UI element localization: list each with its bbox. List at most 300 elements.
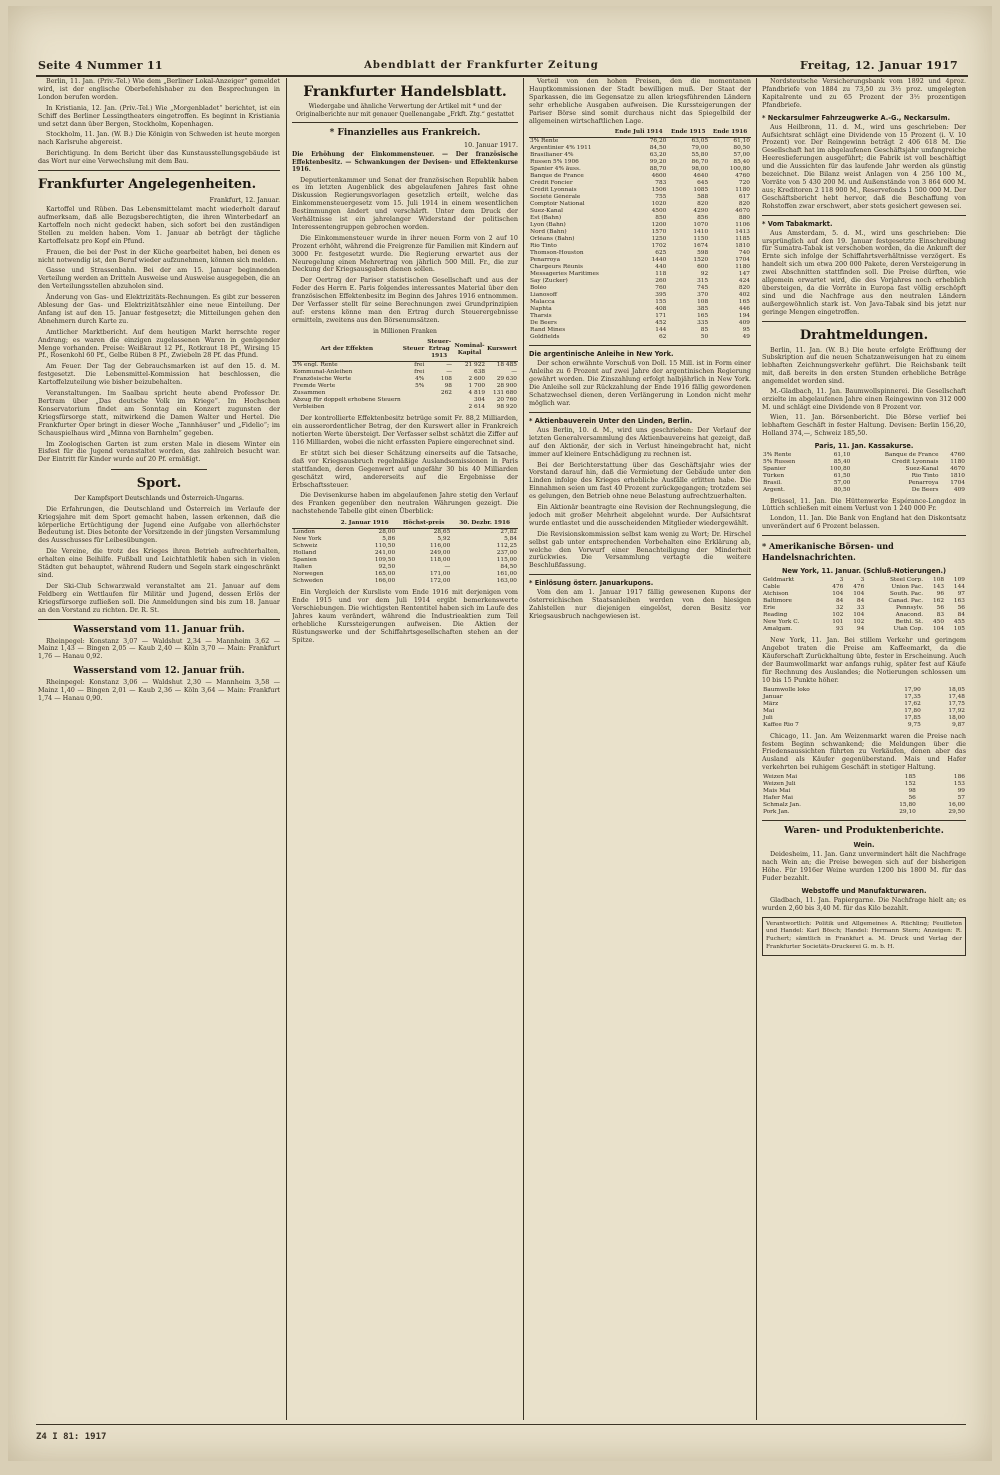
table-cell: Penarroya xyxy=(530,257,561,264)
table-cell: 80,50 xyxy=(733,145,750,152)
table-cell: 98 xyxy=(908,788,916,795)
table-cell: 1070 xyxy=(693,222,709,229)
table-cell: — xyxy=(446,362,452,369)
table-cell: Baltimore xyxy=(763,598,792,605)
table-row xyxy=(529,229,751,236)
table-cell: 147 xyxy=(738,271,750,278)
table-cell: 820 xyxy=(738,285,750,292)
table-cell: Schweiz xyxy=(293,543,318,550)
table-row xyxy=(529,299,751,306)
table-cell: 92,50 xyxy=(378,564,396,571)
table-cell: 745 xyxy=(697,285,709,292)
table-cell: 17,85 xyxy=(904,714,921,721)
table-cell: Holland xyxy=(293,550,317,557)
table-cell: 110,50 xyxy=(374,543,396,550)
table-cell: 1150 xyxy=(693,236,709,243)
table-cell: 55,80 xyxy=(691,152,709,159)
table-cell: 56 xyxy=(957,605,965,612)
table-cell: 1440 xyxy=(651,257,667,264)
table-row xyxy=(292,404,518,411)
table-cell: 5% Russen xyxy=(763,458,796,465)
table-cell: Chargeurs Réunis xyxy=(530,264,583,271)
table-header: 30. Dezbr. 1916 xyxy=(451,519,518,529)
table-cell: London xyxy=(293,529,316,536)
wine-report: Deidesheim, 11. Jan. Ganz unvermindert hält die Nachfrage nach Wein an; die Preise bewegen sich auf der bisherigen Höhe. Für 1916er Weine wurden 1200 bis 1800 M. für das Fuder bezahlt. xyxy=(762,850,966,882)
table-cell: 1413 xyxy=(735,229,750,236)
table-cell: 104 xyxy=(932,626,945,633)
new-york-prices-table xyxy=(762,577,966,633)
table-cell: 17,48 xyxy=(948,693,965,700)
table-cell: 161,00 xyxy=(496,571,517,578)
paris-prices-table xyxy=(762,452,966,494)
table-cell: Goldfields xyxy=(530,334,560,341)
table-cell: Orléans (Bahn) xyxy=(530,236,575,243)
table-row xyxy=(762,577,966,584)
table-cell: 57,00 xyxy=(733,152,750,159)
masthead-center: Abendblatt der Frankfurter Zeitung xyxy=(364,59,599,71)
table-cell: 50 xyxy=(700,334,709,341)
table-cell xyxy=(402,397,426,404)
table-cell: Crédit Lyonnais xyxy=(891,458,939,465)
table-cell: 820 xyxy=(738,201,750,208)
table-cell: Norwegen xyxy=(293,571,324,578)
table-cell: 172,00 xyxy=(429,578,451,585)
table-cell: 163,00 xyxy=(496,578,517,585)
table-header: Kurswert xyxy=(486,338,518,362)
table-cell: 194 xyxy=(738,313,750,320)
table-cell: De Beers xyxy=(911,486,939,493)
table-cell: 27,82 xyxy=(500,529,517,536)
table-cell: 1506 xyxy=(651,187,667,194)
table-cell: 1704 xyxy=(950,479,965,486)
argentine-loan-title: Die argentinische Anleihe in New York. xyxy=(529,350,674,359)
table-cell: — xyxy=(511,369,517,376)
table-row xyxy=(529,187,751,194)
table-header: Art der Effekten xyxy=(292,338,402,362)
table-cell: 2 600 xyxy=(468,376,486,383)
cotton-prices-table xyxy=(762,687,966,729)
table-cell: 600 xyxy=(697,264,709,271)
table-cell: 1520 xyxy=(693,257,709,264)
table-row xyxy=(529,250,751,257)
table-cell: Juli xyxy=(763,714,773,721)
building-society-text: Aus Berlin, 10. d. M., wird uns geschrieben: Der Verlauf der letzten Generalversammlung des Aktienbauvereins hat gezeigt, daß auf den Aktionär, der sich in Verlust hineingebracht hat, nicht immer auf kleinere Entschädigung zu rechnen ist. xyxy=(529,425,751,458)
table-cell: 645 xyxy=(697,180,709,187)
table-row xyxy=(762,781,966,788)
table-cell: 18 485 xyxy=(496,362,517,369)
table-cell: 28 900 xyxy=(496,383,517,390)
table-cell: 850 xyxy=(655,215,667,222)
table-cell: 409 xyxy=(953,486,965,493)
section-divider xyxy=(762,535,966,536)
table-cell: Erie xyxy=(763,605,776,612)
local-news-item: Am Feuer. Der Tag der Gebrauchsmarken ist auf den 15. d. M. festgesetzt. Die Lebensmittel-Kommission hat beschlossen, die Kartoffelzuteilung wie bisher beizubehalten. xyxy=(38,362,280,387)
table-cell: Russen 5% 1906 xyxy=(530,159,579,166)
table-header: Ende 1916 xyxy=(709,128,751,138)
table-cell: South. Pac. xyxy=(889,591,924,598)
table-cell: 335 xyxy=(697,320,709,327)
table-cell: Banque de France xyxy=(884,451,939,458)
table-header: Nominal-Kapital xyxy=(453,338,486,362)
table-cell: 720 xyxy=(738,180,750,187)
article-title: * Finanzielles aus Frankreich. xyxy=(329,128,481,138)
local-news-item: Amtlicher Marktbericht. Auf dem heutigen Markt herrschte reger Andrang; es waren die einzigen zugelassenen Waren in genügender Menge vorhanden. Preise: Weißkraut 12 Pf., Rotkraut 18 Pf., Wirsing 15 Pf., Rosenkohl 60 Pf., Gelbe Rüben 8 Pf., Zwiebeln 28 Pf. das Pfund. xyxy=(38,327,280,360)
table-cell: 260 xyxy=(655,278,667,285)
commerce-section-title: Frankfurter Handelsblatt. xyxy=(303,84,507,100)
table-cell: 15,80 xyxy=(899,802,916,809)
table-row xyxy=(762,708,966,715)
table-cell: 57 xyxy=(957,795,965,802)
table-cell: 116,00 xyxy=(429,543,451,550)
table-cell: 61,10 xyxy=(733,138,750,145)
table-cell: 1674 xyxy=(693,243,709,250)
table-cell: 118,00 xyxy=(429,557,451,564)
table-cell: Weizen Mai xyxy=(763,774,798,781)
coupon-text: Vom den am 1. Januar 1917 fällig gewesenen Kupons der österreichischen Staatsanleihen werden von den hiesigen Zahlstellen nur diejenigen eingelöst, deren Besitz vor Kriegsausbruch nachgewiesen ist. xyxy=(529,588,751,620)
table-row xyxy=(762,715,966,722)
table-cell: Italien xyxy=(293,564,312,571)
table-cell: Say (Zucker) xyxy=(530,278,568,285)
table-cell: 5,92 xyxy=(437,536,451,543)
table-cell: Pork Jan. xyxy=(763,809,790,816)
water-level-values-1: Rheinpegel: Konstanz 3,07 — Waldshut 2,34 — Mannheim 3,62 — Mainz 1,43 — Bingen 2,05 — Kaub 2,40 — Köln 3,70 — Main: Frankfurt 1,76 — Hanau 0,92. xyxy=(38,636,280,661)
table-cell: 85,40 xyxy=(833,458,851,465)
table-cell: 3% Rente xyxy=(763,451,792,458)
table-row xyxy=(292,376,518,383)
table-cell: 88,70 xyxy=(649,166,667,173)
table-cell: 880 xyxy=(738,215,750,222)
water-level-title-1: Wasserstand vom 11. Januar früh. xyxy=(73,624,245,635)
table-cell: 98 920 xyxy=(496,404,517,411)
building-society-title: * Aktienbauverein Unter den Linden, Berlin. xyxy=(529,416,693,425)
table-row xyxy=(529,208,751,215)
table-row xyxy=(762,480,966,487)
table-cell: Brasil. xyxy=(763,479,783,486)
table-cell: 104 xyxy=(853,612,865,619)
table-cell: 56 xyxy=(936,605,945,612)
table-cell: 97 xyxy=(957,591,965,598)
table-cell: 62 xyxy=(658,334,667,341)
table-cell: 455 xyxy=(953,619,965,626)
article-paragraph: Verteil von den hohen Preisen, den die momentanen Hauptkommissionen der Stadt bewilligen muß. Der Staat der Sparkassen, die im Gegensatze zu allen kriegsführenden Ländern sehr erhebliche Ausgaben aufweisen. Die Kurssteigerungen der Pariser Börse sind somit durchaus nicht das Spiegelbild der allgemeinen wirtschaftlichen Lage. xyxy=(529,78,751,125)
table-cell: 112,25 xyxy=(496,543,517,550)
table-row xyxy=(762,795,966,802)
local-news-item: Kartoffel und Rüben. Das Lebensmittelamt macht wiederholt darauf aufmerksam, daß alle Bezugsberechtigten, die ihren Winterbedarf an Kartoffeln noch nicht gedeckt haben, sich sofort bei den zuständigen Stellen zu melden haben. Vom 1. Januar ab beträgt der tägliche Kartoffelsatz pro Kopf ein Pfund. xyxy=(38,205,280,245)
table-cell: 84,50 xyxy=(500,564,517,571)
table-row xyxy=(529,278,751,285)
article-paragraph: Ein Vergleich der Kursliste vom Ende 1916 mit derjenigen vom Ende 1915 und vor dem Juli 1914 ergibt bemerkenswerte Verschiebungen. Die wichtigsten Rententitel haben sich im Laufe des Jahres kaum verändert, während die Industrieaktien zum Teil erhebliche Kurssteigerungen aufweisen. Die Aktien der Rüstungswerke und der Schiffahrtsgesellschaften stehen an der Spitze. xyxy=(292,588,518,644)
table-cell: 79,00 xyxy=(691,145,709,152)
sport-item: Der Ski-Club Schwarzwald veranstaltet am 21. Januar auf dem Feldberg ein Wettlaufen für Militär und Jugend, dessen Erlös der Kriegsfürsorge zufließen soll. Die Anmeldungen sind bis zum 18. Januar an den Vorstand zu richten. Dr. R. St. xyxy=(38,581,280,614)
local-news-item: Änderung von Gas- und Elektrizitäts-Rechnungen. Es gibt zur besseren Ablesung der Gas- und Elektrizitätszähler eine neue Einteilung. Der Anfang ist auf den 15. Januar festgesetzt; die Mitteilungen gehen den Abnehmern durch Karte zu. xyxy=(38,293,280,325)
local-news-item: Frauen, die bei der Post in der Küche gearbeitet haben, bei denen es nicht notwendig ist, den Beruf wieder aufzunehmen, können sich melden. xyxy=(38,247,280,264)
table-cell: 165,00 xyxy=(374,571,396,578)
table-cell: Schweden xyxy=(293,578,324,585)
table-cell: 18,00 xyxy=(948,714,965,721)
table-cell: 395 xyxy=(655,292,667,299)
table-cell: 249,00 xyxy=(429,550,451,557)
article-paragraph: Der Oertrag der Pariser statistischen Gesellschaft und aus der Feder des Herrn E. Paris folgendes interessantes Material über den französischen Effektenbesitz im Beginn des Jahres 1916 entnommen. Der Verfasser stellt für seine Berechnungen zwei Grundprinzipien auf: erstens könne man den Ertrag durch Steuerergebnisse ermitteln, zweitens aus den Börsenumsätzen. xyxy=(292,276,518,324)
table-cell: 4670 xyxy=(735,208,750,215)
textiles-title: Webstoffe und Manufakturwaren. xyxy=(801,886,927,895)
table-cell: 17,35 xyxy=(904,693,921,700)
footer-rule xyxy=(36,1424,966,1425)
table-cell: Argentinier 4% 1911 xyxy=(530,145,592,152)
table-cell: Kaffee Rio 7 xyxy=(763,721,799,728)
table-cell: New York xyxy=(293,536,322,543)
table-cell: 162 xyxy=(932,598,945,605)
table-cell: Amalgam. xyxy=(763,626,793,633)
table-header: 2. Januar 1916 xyxy=(333,519,396,529)
table-cell: 4670 xyxy=(950,465,965,472)
table-cell: 385 xyxy=(697,306,709,313)
masthead-rule xyxy=(36,75,968,77)
table-cell: 17,92 xyxy=(948,707,965,714)
table-cell: 143 xyxy=(932,584,945,591)
table-cell: 171 xyxy=(655,313,667,320)
table-cell: 625 xyxy=(655,250,667,257)
stock-price-table xyxy=(529,128,751,341)
table-cell: Reading xyxy=(763,612,788,619)
table-cell: 84,50 xyxy=(649,145,667,152)
table-row xyxy=(529,180,751,187)
commerce-section-subtitle: Wiedergabe und ähnliche Verwertung der Artikel mit * und der Originalberichte nur mit genauer Quellenangabe „Frkft. Ztg.“ gestattet xyxy=(295,103,515,118)
news-item: Berichtigung. In dem Bericht über das Kunstausstellungsgebäude ist das Wort nur eine Verwechslung mit dem Bau. xyxy=(38,149,280,166)
table-row xyxy=(762,459,966,466)
table-row xyxy=(529,271,751,278)
table-cell: 85 xyxy=(700,327,709,334)
column-1 xyxy=(38,78,280,1420)
article-paragraph: Die Einkommensteuer wurde in ihrer neuen Form von 2 auf 10 Prozent erhöht, während die Freigrenze für Familien mit Kindern auf 3000 Fr. festgesetzt wurde. Die Regierung erwartet aus der Neuregelung einen Mehrertrag von jährlich 500 Mill. Fr., die zur Deckung der Kriegsausgaben dienen sollen. xyxy=(292,233,518,274)
table-cell: 1085 xyxy=(693,187,709,194)
section-divider xyxy=(111,469,208,470)
table-cell: 1180 xyxy=(735,187,750,194)
table-cell: 755 xyxy=(655,194,667,201)
table-cell: Suez-Kanal xyxy=(530,208,563,215)
table-row xyxy=(529,215,751,222)
table-cell: 370 xyxy=(697,292,709,299)
table-cell: Türken xyxy=(763,472,785,479)
holdings-table xyxy=(292,338,518,411)
table-cell: 115,00 xyxy=(496,557,517,564)
column-4 xyxy=(762,78,966,1420)
sport-subtitle: Der Kampfsport Deutschlands und Österreich-Ungarns. xyxy=(74,495,244,503)
table-row xyxy=(292,529,518,537)
table-cell: 9,87 xyxy=(952,721,965,728)
newspaper-page xyxy=(8,6,992,1461)
table-cell: 18,05 xyxy=(948,686,965,693)
article-paragraph: Nordsteutsche Versicherungsbank vom 1892 und 4proz. Pfandbriefe von 1884 zu 73,50 zu 3½ proz. umgelegten Kapitalrente und zu 65 Prozent der 3½ prozentigen Pfandbriefe. xyxy=(762,78,966,109)
section-divider xyxy=(38,170,280,171)
table-cell: Pennsylv. xyxy=(895,605,924,612)
news-item: In Kristiania, 12. Jan. (Priv.-Tel.) Wie „Morgenbladet“ berichtet, ist ein Schiff des Berliner Lessingtheaters eingetroffen. Es beginnt in Kristiania und setzt dann über Bergen, Stockholm, Kopenhagen. xyxy=(38,103,280,128)
table-cell: 820 xyxy=(697,201,709,208)
table-cell: Nord (Bahn) xyxy=(530,229,567,236)
table-cell: 740 xyxy=(738,250,750,257)
table-cell: 144 xyxy=(953,584,965,591)
paris-prices-title: Paris, 11. Jan. Kassakurse. xyxy=(814,441,914,450)
table-cell: Baumwolle loko xyxy=(763,686,810,693)
table-row xyxy=(529,285,751,292)
table-cell: 4290 xyxy=(693,208,709,215)
column-rule-3 xyxy=(756,78,757,1420)
section-divider xyxy=(529,412,751,413)
masthead-left: Seite 4 Nummer 11 xyxy=(38,58,163,72)
table-cell: 1810 xyxy=(735,243,750,250)
table-cell: Anacond. xyxy=(895,612,924,619)
page-footer xyxy=(36,1424,966,1454)
table-header: Ende 1915 xyxy=(667,128,709,138)
table-cell: 185 xyxy=(904,774,916,781)
coupon-title: * Einlösung österr. Januarkupons. xyxy=(529,579,654,588)
market-report: Chicago, 11. Jan. Am Weizenmarkt waren die Preise nach festem Beginn schwankend; die Meldungen über die Friedensaussichten führten zu Verkäufen, denen aber das Ausland als Käufer gegenüberstand. Mais und Hafer verkehrten bei ruhigem Geschäft in stetiger Haltung. xyxy=(762,731,966,772)
table-cell: 4500 xyxy=(651,208,667,215)
table-cell: Französische Werte xyxy=(293,376,352,383)
table-cell: Rand Mines xyxy=(530,327,566,334)
table-row xyxy=(762,626,966,633)
table-cell: 63,05 xyxy=(691,138,709,145)
grain-prices-table xyxy=(762,774,966,816)
table-row xyxy=(529,159,751,166)
table-cell: Société Générale xyxy=(530,194,581,201)
table-cell: 440 xyxy=(655,264,667,271)
table-cell: 760 xyxy=(655,285,667,292)
table-cell: Crédit Lyonnais xyxy=(530,187,577,194)
table-cell: Banque de France xyxy=(530,173,584,180)
table-cell: 153 xyxy=(953,781,965,788)
table-cell: 29,10 xyxy=(899,809,916,816)
table-cell: 1250 xyxy=(651,236,667,243)
table-row xyxy=(529,313,751,320)
table-cell: 1410 xyxy=(693,229,709,236)
table-cell: 186 xyxy=(953,774,965,781)
argentine-loan-text: Der schon erwähnte Vorschuß von Doll. 15 Mill. ist in Form einer Anleihe zu 6 Prozent auf zwei Jahre der argentinischen Regierung gewährt worden. Die Zinszahlung erfolgt halbjährlich in New York. Die Anleihe soll zur Rückzahlung der Ende 1916 fällig gewordenen Schatzwechsel dienen, deren Verlängerung in London nicht mehr möglich war. xyxy=(529,359,751,407)
table-cell: 3% Rente xyxy=(530,138,559,145)
table-cell: 165 xyxy=(738,299,750,306)
table-cell: Naphta xyxy=(530,306,552,313)
table-cell: 856 xyxy=(697,215,709,222)
table-cell: Zusammen xyxy=(293,390,326,397)
table-row xyxy=(292,550,518,557)
table-cell: 49 xyxy=(742,334,750,341)
table-cell: Januar xyxy=(763,693,783,700)
american-news-title: * Amerikanische Börsen- und Handelsnachrichten. xyxy=(762,541,894,563)
table-cell: Rio Tinto xyxy=(911,472,939,479)
table-row xyxy=(292,536,518,543)
water-level-values-2: Rheinpegel: Konstanz 3,06 — Waldshut 2,30 — Mannheim 3,58 — Mainz 1,40 — Bingen 2,01 — Kaub 2,36 — Köln 3,64 — Main: Frankfurt 1,74 — Hanau 0,90. xyxy=(38,678,280,703)
table-row xyxy=(529,334,751,341)
table-cell: 166,00 xyxy=(374,578,396,585)
table-cell: 63,20 xyxy=(649,152,667,159)
table-header: Ende Juli 1914 xyxy=(610,128,667,138)
table-cell: 108 xyxy=(932,577,945,584)
table-cell: 163 xyxy=(953,598,965,605)
exchange-rate-table xyxy=(292,519,518,585)
table-row xyxy=(529,243,751,250)
table-cell: New York C. xyxy=(763,619,800,626)
table-cell: 101 xyxy=(832,619,844,626)
table-row xyxy=(529,166,751,173)
wine-title: Wein. xyxy=(853,841,875,850)
new-york-prices-title: New York, 11. Januar. (Schluß-Notierungen.) xyxy=(781,567,947,576)
table-header xyxy=(292,519,333,529)
table-cell xyxy=(425,404,453,411)
table-row xyxy=(529,320,751,327)
table-cell: 61,10 xyxy=(833,451,851,458)
imprint-text: Verantwortlich: Politik und Allgemeines A. Rüchling; Feuilleton und Handel: Karl Bösch; Handel: Hermann Stern; Anzeigen: R. Fuchert; sämtlich in Frankfurt a. M. Druck und Verlag der Frankfurter Societäts-Druckerei G. m. b. H. xyxy=(766,920,962,951)
table-cell: Malacca xyxy=(530,299,555,306)
local-news-dateline: Frankfurt, 12. Januar. xyxy=(209,196,280,205)
table-cell: Comptoir National xyxy=(530,201,585,208)
table-cell: 98 xyxy=(444,383,452,390)
section-divider xyxy=(38,619,280,620)
table-row xyxy=(292,362,518,370)
wire-report: Brüssel, 11. Jan. Die Hüttenwerke Espérance-Longdoz in Lüttich schließen mit einem Verlust von 1 240 000 Fr. xyxy=(762,496,966,513)
news-item: Berlin, 11. Jan. (Priv.-Tel.) Wie dem „Berliner Lokal-Anzeiger“ gemeldet wird, ist der englische Oberbefehlshaber zu den Besprechungen in London berufen worden. xyxy=(38,78,280,101)
table-cell: 100,80 xyxy=(729,166,750,173)
wire-report: Berlin, 11. Jan. (W. B.) Die heute erfolgte Eröffnung der Subskription auf die neuen Schatzanweisungen hat zu einem lebhaften Zeichnungsverkehr geführt. Die Reichsbank teilt mit, daß bereits in den ersten Stunden erhebliche Beträge angemeldet worden sind. xyxy=(762,345,966,386)
table-row xyxy=(762,687,966,694)
table-cell: 118 xyxy=(655,271,667,278)
table-cell: 4% xyxy=(415,376,425,383)
table-cell: 452 xyxy=(655,320,667,327)
table-row xyxy=(762,701,966,708)
neckarsulm-title: * Neckarsulmer Fahrzeugwerke A.-G., Neckarsulm. xyxy=(762,113,950,122)
table-cell: 1180 xyxy=(950,458,965,465)
table-cell: — xyxy=(444,564,451,571)
table-cell: 1570 xyxy=(651,229,667,236)
textiles-report: Gladbach, 11. Jan. Papiergarne. Die Nachfrage hielt an; es wurden 2,60 bis 3,40 M. für das Kilo bezahlt. xyxy=(762,895,966,912)
table-cell: 96 xyxy=(936,591,945,598)
table-cell: 95 xyxy=(742,327,750,334)
table-cell: 20 760 xyxy=(496,397,517,404)
table-cell: 408 xyxy=(655,306,667,313)
section-divider xyxy=(762,321,966,322)
table-cell: 94 xyxy=(856,626,865,633)
table-cell: Atchison xyxy=(763,591,789,598)
table-cell: 2 614 xyxy=(468,404,486,411)
table-cell: Kommunal-Anleihen xyxy=(293,369,353,376)
table-cell: 424 xyxy=(738,278,750,285)
table-row xyxy=(762,722,966,729)
table-row xyxy=(529,222,751,229)
table-cell: Steel Corp. xyxy=(889,577,924,584)
table-header xyxy=(529,128,610,138)
table-cell: Spanien xyxy=(293,557,317,564)
table-row xyxy=(762,694,966,701)
table-cell: Cable xyxy=(763,584,780,591)
table-cell: 61,50 xyxy=(833,472,851,479)
table-cell: 5,84 xyxy=(504,536,517,543)
column-rule-1 xyxy=(286,78,287,1420)
table-row xyxy=(762,619,966,626)
section-divider xyxy=(529,574,751,575)
table-header: Höchst-preis xyxy=(396,519,451,529)
table-row xyxy=(529,257,751,264)
table-cell: frei xyxy=(414,362,425,369)
table-cell: 109,50 xyxy=(374,557,396,564)
table-cell: 17,80 xyxy=(904,707,921,714)
wire-reports-title: Drahtmeldungen. xyxy=(799,327,929,343)
table-row xyxy=(762,774,966,781)
market-report: New York, 11. Jan. Bei stillem Verkehr und geringem Angebot traten die Preise am Kaffeemarkt, da die Käuferschaft Zurückhaltung übte, fester in Erscheinung. Auch der Baumwollmarkt war anfangs ruhig, später fest auf Käufe für Rechnung des Auslandes; die Notierungen schlossen um 10 bis 15 Punkte höher. xyxy=(762,636,966,684)
table-row xyxy=(762,584,966,591)
table-cell: 3 xyxy=(839,577,844,584)
table-cell: Spanier 4% äuss. xyxy=(530,166,581,173)
table-row xyxy=(292,390,518,397)
table-cell: 56 xyxy=(908,795,916,802)
table-row xyxy=(292,571,518,578)
